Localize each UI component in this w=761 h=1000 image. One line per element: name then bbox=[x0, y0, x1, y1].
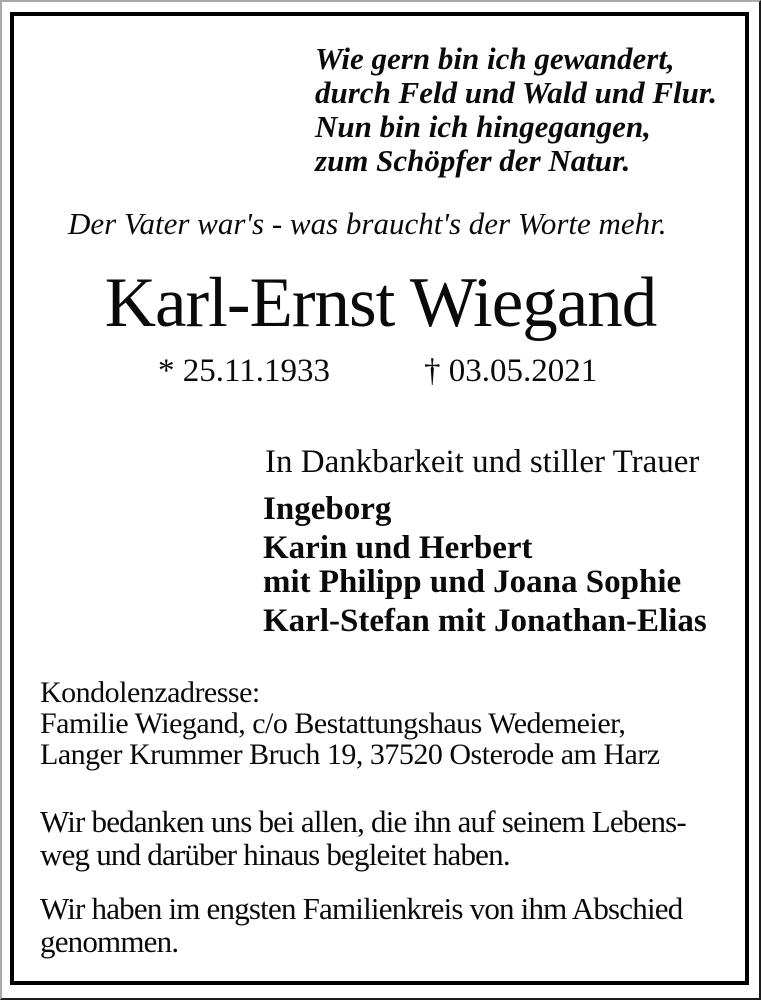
farewell-line-2: genommen. bbox=[40, 924, 179, 959]
death-date-group bbox=[424, 353, 597, 389]
thanks-line-1: Wir bedanken uns bei allen, die ihn auf seinem Lebens- bbox=[40, 804, 686, 839]
thanks-line-2: weg und darüber hinaus begleitet haben. bbox=[40, 837, 510, 872]
mourner-line: Ingeborg bbox=[263, 491, 392, 527]
birth-date: 25.11.1933 bbox=[182, 353, 331, 389]
memorial-poem bbox=[315, 42, 717, 178]
poem-line-3: Nun bin ich hingegangen, bbox=[315, 109, 651, 144]
farewell-line-1: Wir haben im engsten Familienkreis von ihm Abschied bbox=[40, 891, 683, 926]
mourner-group-1 bbox=[263, 492, 707, 526]
death-date: 03.05.2021 bbox=[448, 353, 598, 389]
poem-line-2: durch Feld und Wald und Flur. bbox=[315, 75, 718, 110]
born-star-symbol: * bbox=[158, 353, 175, 389]
death-cross-symbol: † bbox=[424, 353, 441, 389]
deceased-name: Karl-Ernst Wiegand bbox=[104, 264, 657, 342]
mourner-line: Karl-Stefan mit Jonathan-Elias bbox=[263, 603, 707, 639]
farewell-paragraph bbox=[40, 892, 682, 958]
mourner-line: Karin und Herbert bbox=[263, 530, 533, 566]
mourning-closing-line: In Dankbarkeit und stiller Trauer bbox=[265, 444, 700, 480]
condolence-line-1: Familie Wiegand, c/o Bestattungshaus Wedemeier, bbox=[40, 707, 626, 740]
condolence-line-2: Langer Krummer Bruch 19, 37520 Osterode am Harz bbox=[40, 738, 660, 771]
mourner-group-2 bbox=[263, 531, 707, 599]
poem-line-4: zum Schöpfer der Natur. bbox=[315, 143, 631, 178]
mourners-list bbox=[263, 492, 707, 638]
birth-date-group bbox=[158, 353, 330, 389]
thanks-paragraph bbox=[40, 805, 686, 871]
condolence-label: Kondolenzadresse: bbox=[40, 676, 260, 709]
poem-line-1: Wie gern bin ich gewandert, bbox=[315, 41, 675, 76]
life-dates bbox=[158, 353, 597, 389]
mourner-group-3 bbox=[263, 604, 707, 638]
epigraph-line: Der Vater war's - was braucht's der Worte mehr. bbox=[68, 206, 667, 241]
mourner-line: mit Philipp und Joana Sophie bbox=[263, 564, 682, 600]
condolence-address-block bbox=[40, 677, 660, 770]
